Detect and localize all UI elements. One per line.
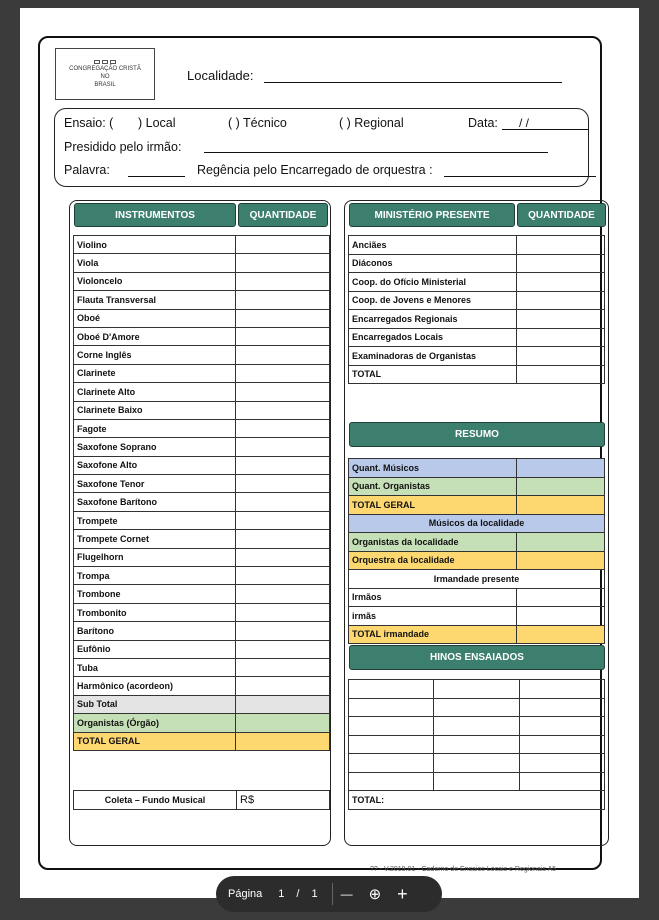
instrument-label: Tuba [74,658,236,676]
musicos-localidade-row [349,514,605,533]
instrument-label: Barítono [74,622,236,640]
instrument-quantity-field[interactable] [236,364,330,382]
ministerio-label: Examinadoras de Organistas [349,347,517,366]
instrument-quantity-field[interactable] [236,567,330,585]
quant-organistas-row [349,477,605,496]
instrument-quantity-field[interactable] [236,548,330,566]
palavra-field[interactable] [128,176,185,177]
ministerio-label: Anciães [349,236,517,255]
total-irmandade-value[interactable] [517,625,605,644]
instrument-row [74,309,330,327]
instrument-label: Viola [74,254,236,272]
instrument-label: Clarinete Baixo [74,401,236,419]
presidido-label: Presidido pelo irmão: [64,140,182,154]
hino-cell[interactable] [349,717,434,736]
irmaos-label: Irmãos [349,588,517,607]
instrument-quantity-field[interactable] [236,511,330,529]
orquestra-localidade-row [349,551,605,570]
regencia-label: Regência pelo Encarregado de orquestra : [197,163,433,177]
instrument-row [74,530,330,548]
instrument-quantity-field[interactable] [236,291,330,309]
instrument-row [74,677,330,695]
organistas-row [74,714,330,732]
irmaos-row [349,588,605,607]
instrument-row [74,364,330,382]
musicos-localidade-label: Músicos da localidade [349,514,605,533]
instrument-row [74,346,330,364]
instrument-quantity-field[interactable] [236,236,330,254]
hino-cell[interactable] [434,717,519,736]
organistas-localidade-label: Organistas da localidade [349,533,517,552]
orquestra-localidade-value[interactable] [517,551,605,570]
hino-cell[interactable] [349,754,434,773]
instrument-label: Flauta Transversal [74,291,236,309]
instrument-quantity-field[interactable] [236,456,330,474]
instrument-label: Trombonito [74,603,236,621]
instrument-row [74,401,330,419]
hinos-table [348,679,605,791]
ministerio-quantidade-header: QUANTIDADE [517,203,606,227]
instrument-row [74,603,330,621]
instrument-row [74,658,330,676]
instrument-label: Saxofone Barítono [74,493,236,511]
instrument-label: Saxofone Alto [74,456,236,474]
resumo-total-geral-value[interactable] [517,496,605,515]
logo-line3: BRASIL [94,81,116,88]
ministerio-label: Diáconos [349,254,517,273]
ministerio-row [349,365,605,384]
instrument-quantity-field[interactable] [236,603,330,621]
hino-cell[interactable] [519,735,604,754]
hino-cell[interactable] [434,772,519,791]
hino-cell[interactable] [519,717,604,736]
hinos-row [349,735,605,754]
hino-cell[interactable] [349,680,434,699]
hinos-total-label: TOTAL: [349,791,605,810]
instrument-quantity-field[interactable] [236,438,330,456]
hino-cell[interactable] [519,698,604,717]
regencia-field[interactable] [444,176,596,177]
instrument-label: Oboé D'Amore [74,327,236,345]
instrument-label: Eufônio [74,640,236,658]
zoom-magnifier-icon[interactable]: ⊕ [368,886,382,903]
sub-total-value[interactable] [236,695,330,713]
irmandade-presente-row [349,570,605,589]
hino-cell[interactable] [434,698,519,717]
resumo-total-geral-label: TOTAL GERAL [349,496,517,515]
hino-cell[interactable] [349,735,434,754]
instrument-label: Trompete [74,511,236,529]
hinos-row [349,680,605,699]
instrument-label: Saxofone Tenor [74,475,236,493]
instrument-quantity-field[interactable] [236,419,330,437]
pdf-toolbar [216,876,442,912]
organistas-value[interactable] [236,714,330,732]
ccb-logo [55,48,155,100]
logo-line1: CONGREGAÇÃO CRISTÃ [69,65,141,72]
palavra-label: Palavra: [64,163,110,177]
instrument-row [74,291,330,309]
page-label: Página [228,888,263,900]
coleta-table [73,790,330,810]
instrumentos-table [73,235,330,751]
hino-cell[interactable] [519,680,604,699]
instrument-quantity-field[interactable] [236,401,330,419]
irmas-row [349,607,605,626]
instrument-row [74,493,330,511]
localidade-field[interactable] [264,82,562,83]
instrument-label: Corne Inglês [74,346,236,364]
ministerio-label: Coop. de Jovens e Menores [349,291,517,310]
instrument-quantity-field[interactable] [236,309,330,327]
instrument-quantity-field[interactable] [236,585,330,603]
hinos-header: HINOS ENSAIADOS [349,645,605,670]
instrument-quantity-field[interactable] [236,475,330,493]
instrument-label: Clarinete [74,364,236,382]
hinos-total-table [348,790,605,810]
quant-organistas-label: Quant. Organistas [349,477,517,496]
hino-cell[interactable] [519,754,604,773]
hinos-row [349,772,605,791]
ministerio-row [349,236,605,255]
coleta-value-field[interactable]: R$ [237,791,330,810]
hinos-total-row [349,791,605,810]
irmandade-presente-label: Irmandade presente [349,570,605,589]
hinos-row [349,754,605,773]
hino-cell[interactable] [434,735,519,754]
total-geral-label: TOTAL GERAL [74,732,236,750]
instrument-row [74,456,330,474]
ministerio-row [349,347,605,366]
instrument-quantity-field[interactable] [236,254,330,272]
instrumentos-header: INSTRUMENTOS [74,203,236,227]
instrument-row [74,622,330,640]
ministerio-quantity-field[interactable] [517,347,605,366]
organistas-localidade-row [349,533,605,552]
instrument-row [74,236,330,254]
instrument-quantity-field[interactable] [236,383,330,401]
instrument-quantity-field[interactable] [236,346,330,364]
quant-musicos-value[interactable] [517,459,605,478]
logo-emblem-icon [94,60,116,64]
coleta-label: Coleta – Fundo Musical [74,791,237,810]
hino-cell[interactable] [519,772,604,791]
page-separator: / [296,888,300,900]
instrument-label: Clarinete Alto [74,383,236,401]
footer-note: ?? - V.2019.01 - Caderno de Ensaios Locais e Regionais A5 [370,866,557,873]
instrument-label: Trombone [74,585,236,603]
sub-total-label: Sub Total [74,695,236,713]
toolbar-divider [332,883,333,905]
sub-total-row [74,695,330,713]
instrument-row [74,383,330,401]
instrument-row [74,640,330,658]
orquestra-localidade-label: Orquestra da localidade [349,551,517,570]
ministerio-quantity-field[interactable] [517,291,605,310]
ensaio-local-option[interactable]: ) Local [138,116,176,130]
ministerio-row [349,254,605,273]
instrument-label: Violino [74,236,236,254]
zoom-in-icon[interactable]: + [397,883,408,904]
instrument-row [74,585,330,603]
instrument-row [74,438,330,456]
irmas-label: irmãs [349,607,517,626]
data-slashes: / / [519,116,530,130]
instrument-quantity-field[interactable] [236,658,330,676]
total-geral-value[interactable] [236,732,330,750]
ministerio-quantity-field[interactable] [517,236,605,255]
resumo-total-geral-row [349,496,605,515]
instrument-row [74,327,330,345]
instrument-label: Trompa [74,567,236,585]
instrument-label: Harmônico (acordeon) [74,677,236,695]
instrumentos-quantidade-header: QUANTIDADE [238,203,328,227]
instrument-quantity-field[interactable] [236,272,330,290]
instrument-row [74,548,330,566]
instrument-row [74,475,330,493]
localidade-label: Localidade: [187,68,254,83]
instrument-label: Saxofone Soprano [74,438,236,456]
ministerio-table [348,235,605,384]
instrument-quantity-field[interactable] [236,622,330,640]
current-page-input[interactable]: 1 [278,888,285,900]
instrument-quantity-field[interactable] [236,493,330,511]
instrument-row [74,272,330,290]
total-irmandade-row [349,625,605,644]
instrument-row [74,511,330,529]
ministerio-row [349,328,605,347]
total-pages: 1 [311,888,318,900]
logo-line2: NO [100,73,110,80]
irmaos-value[interactable] [517,588,605,607]
ministerio-label: Coop. do Ofício Ministerial [349,273,517,292]
quant-organistas-value[interactable] [517,477,605,496]
resumo-header: RESUMO [349,422,605,447]
instrument-label: Flugelhorn [74,548,236,566]
hinos-row [349,698,605,717]
instrument-quantity-field[interactable] [236,677,330,695]
ministerio-row [349,310,605,329]
ministerio-label: TOTAL [349,365,517,384]
ministerio-quantity-field[interactable] [517,273,605,292]
organistas-localidade-value[interactable] [517,533,605,552]
ministerio-header: MINISTÉRIO PRESENTE [349,203,515,227]
instrument-label: Trompete Cornet [74,530,236,548]
irmas-value[interactable] [517,607,605,626]
hino-cell[interactable] [349,772,434,791]
ensaio-label: Ensaio: ( [64,116,114,130]
hino-cell[interactable] [434,680,519,699]
instrument-quantity-field[interactable] [236,327,330,345]
instrument-quantity-field[interactable] [236,530,330,548]
data-label: Data: [468,116,498,130]
instrument-quantity-field[interactable] [236,640,330,658]
ministerio-label: Encarregados Regionais [349,310,517,329]
ministerio-row [349,273,605,292]
ministerio-row [349,291,605,310]
instrument-label: Violoncelo [74,272,236,290]
instrument-label: Fagote [74,419,236,437]
instrument-row [74,419,330,437]
quant-musicos-label: Quant. Músicos [349,459,517,478]
zoom-out-icon[interactable]: — [340,887,353,901]
ministerio-label: Encarregados Locais [349,328,517,347]
ministerio-quantity-field[interactable] [517,310,605,329]
instrument-row [74,254,330,272]
total-geral-row [74,732,330,750]
instrument-row [74,567,330,585]
coleta-row [74,791,330,810]
ensaio-tecnico-option[interactable]: ( ) Técnico [228,116,287,130]
organistas-label: Organistas (Órgão) [74,714,236,732]
hino-cell[interactable] [349,698,434,717]
total-irmandade-label: TOTAL irmandade [349,625,517,644]
quant-musicos-row [349,459,605,478]
presidido-field[interactable] [204,152,548,153]
data-field[interactable] [502,129,589,130]
ensaio-regional-option[interactable]: ( ) Regional [339,116,404,130]
ministerio-quantity-field[interactable] [517,254,605,273]
ministerio-quantity-field[interactable] [517,365,605,384]
hino-cell[interactable] [434,754,519,773]
instrument-label: Oboé [74,309,236,327]
hinos-row [349,717,605,736]
resumo-table [348,458,605,644]
ministerio-quantity-field[interactable] [517,328,605,347]
